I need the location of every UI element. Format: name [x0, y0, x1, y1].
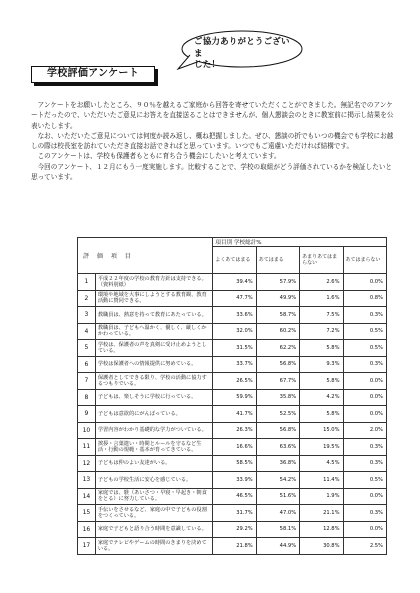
percent-cell: 0.3% [343, 356, 386, 373]
percent-cell: 2.5% [343, 538, 386, 555]
item-text: 環境や地域を大事にしようとする教育観、教育活動に賛同できる。 [95, 290, 212, 307]
percent-cell: 5.8% [300, 373, 343, 390]
percent-cell: 2.0% [343, 422, 386, 439]
item-text: 学校は、保護者の声を真剣に受け止めようとしている。 [95, 340, 212, 357]
speech-bubble-text [194, 37, 294, 72]
percent-cell: 59.9% [213, 389, 256, 406]
speech-bubble [176, 29, 304, 69]
table-row [78, 356, 387, 373]
percent-cell: 0.0% [343, 389, 386, 406]
table-row [78, 406, 387, 423]
paragraph: アンケートをお願いしたところ、９０％を越えるご家庭から回答を寄せていただくことができました。無記名でのアンケートだったので、いただいたご意見にお答えを直接送ることはできませんが、個人懇談会のときに教室前に掲示し結果を公表いたします。 [31, 101, 394, 130]
item-number: 2 [78, 290, 96, 307]
percent-cell: 21.1% [300, 505, 343, 522]
percent-cell: 49.9% [256, 290, 299, 307]
paragraph: 今回のアンケート、１２月にもう一度実施します。比較することで、学校の取組がどう評価されているかを検証したいと思っています。 [31, 162, 393, 182]
percent-cell: 1.9% [300, 488, 343, 505]
percent-cell: 33.6% [213, 307, 256, 324]
survey-results-table [77, 237, 387, 555]
percent-cell: 4.2% [300, 389, 343, 406]
table-row [78, 323, 387, 340]
percent-cell: 0.0% [343, 521, 386, 538]
intro-text [31, 100, 395, 182]
table-row [78, 307, 387, 324]
percent-cell: 1.6% [300, 290, 343, 307]
item-text: 子どもは仲のよい友達がいる。 [95, 455, 212, 472]
percent-cell: 0.5% [343, 472, 386, 489]
percent-cell: 58.1% [256, 521, 299, 538]
percent-cell: 60.2% [256, 323, 299, 340]
percent-cell: 5.8% [300, 406, 343, 423]
table-row [78, 472, 387, 489]
percent-cell: 56.8% [256, 422, 299, 439]
percent-cell: 4.5% [300, 455, 343, 472]
percent-cell: 12.8% [300, 521, 343, 538]
percent-cell: 0.0% [343, 488, 386, 505]
item-number: 12 [78, 455, 96, 472]
item-text: 子どもは意欲的にがんばっている。 [95, 406, 212, 423]
percent-cell: 21.8% [213, 538, 256, 555]
table-row [78, 521, 387, 538]
percent-cell: 46.5% [213, 488, 256, 505]
paragraph: このアンケートは、学校も保護者もともに育ち合う機会にしたいと考えています。 [37, 152, 281, 161]
percent-cell: 31.7% [213, 505, 256, 522]
percent-cell: 58.5% [213, 455, 256, 472]
percent-cell: 41.7% [213, 406, 256, 423]
item-text: 教職員は、子どもへ温かく、優しく、厳しくかかわっている。 [95, 323, 212, 340]
percent-cell: 9.3% [300, 356, 343, 373]
percent-cell: 0.0% [343, 274, 386, 291]
percent-cell: 19.5% [300, 439, 343, 456]
percent-cell: 26.3% [213, 422, 256, 439]
table-row [78, 389, 387, 406]
percent-cell: 0.3% [343, 455, 386, 472]
item-number: 10 [78, 422, 96, 439]
percent-cell: 0.8% [343, 290, 386, 307]
item-number: 14 [78, 488, 96, 505]
item-text: 家庭では、躾（あいさつ・早寝・早起き・朝食をとる）に努力している。 [95, 488, 212, 505]
percent-cell: 62.2% [256, 340, 299, 357]
bubble-line-1: ご協力ありがとうございま [194, 37, 290, 59]
percent-cell: 0.0% [343, 373, 386, 390]
item-text: 家庭でテレビやゲームの時間のきまりを決めている。 [95, 538, 212, 555]
item-number: 8 [78, 389, 96, 406]
item-number: 15 [78, 505, 96, 522]
percent-cell: 31.5% [213, 340, 256, 357]
item-text: 保護者としてできる限り、学校の活動に協力するつもりでいる。 [95, 373, 212, 390]
percent-cell: 44.9% [256, 538, 299, 555]
percent-cell: 35.8% [256, 389, 299, 406]
percent-cell: 33.7% [213, 356, 256, 373]
paragraph: なお、いただいたご意見については何度か読み返し、概ね把握しました。ぜひ、懇談の折でもいつの機会でも学校にお越しの際は校長室を訪れていただき直接お話できればと思っています。いつでもご遠慮いただければ結構です。 [31, 131, 394, 151]
percent-cell: 52.5% [256, 406, 299, 423]
table-row [78, 422, 387, 439]
percent-cell: 0.3% [343, 307, 386, 324]
page-title: 学校評価アンケート [31, 66, 155, 83]
item-number: 4 [78, 323, 96, 340]
percent-cell: 33.9% [213, 472, 256, 489]
item-number: 16 [78, 521, 96, 538]
item-text: 挨拶・言葉遣い・時間とルールを守るなど生活・行動の規範・基本が育ってきている。 [95, 439, 212, 456]
table-row [78, 373, 387, 390]
item-text: 学習内容がわかり基礎的な学力がついている。 [95, 422, 212, 439]
item-text: 家庭で子どもと語り合う時間を意識している。 [95, 521, 212, 538]
percent-cell: 30.8% [300, 538, 343, 555]
table-row [78, 455, 387, 472]
percent-cell: 5.8% [300, 340, 343, 357]
table-row [78, 505, 387, 522]
item-text: 子どもの学校生活に安心を感じている。 [95, 472, 212, 489]
percent-cell: 29.2% [213, 521, 256, 538]
percent-cell: 54.2% [256, 472, 299, 489]
table-row [78, 439, 387, 456]
bubble-line-2: した！ [194, 60, 221, 70]
category-strongly-agree: よくあてはまる [213, 247, 256, 274]
item-number: 1 [78, 274, 96, 291]
item-text: 学校は保護者への情報提供に努めている。 [95, 356, 212, 373]
survey-rows [78, 274, 387, 555]
item-number: 5 [78, 340, 96, 357]
item-text: 手伝いをさせるなど、家庭の中で子どもの役割をつくっている。 [95, 505, 212, 522]
percent-cell: 32.0% [213, 323, 256, 340]
table-row [78, 340, 387, 357]
item-number: 11 [78, 439, 96, 456]
percent-cell: 0.5% [343, 340, 386, 357]
item-text: 平成２２年度の学校の教育方針は支持できる。（資料別紙） [95, 274, 212, 291]
percent-cell: 16.6% [213, 439, 256, 456]
table-row [78, 538, 387, 555]
percent-cell: 7.2% [300, 323, 343, 340]
category-agree: あてはまる [256, 247, 299, 274]
results-header: 項目別 学校総計% [213, 238, 387, 247]
item-number: 13 [78, 472, 96, 489]
percent-cell: 63.6% [256, 439, 299, 456]
percent-cell: 11.4% [300, 472, 343, 489]
percent-cell: 57.9% [256, 274, 299, 291]
category-somewhat-disagree: あまりあてはまらない [300, 247, 343, 274]
percent-cell: 51.6% [256, 488, 299, 505]
percent-cell: 39.4% [213, 274, 256, 291]
percent-cell: 15.0% [300, 422, 343, 439]
percent-cell: 0.3% [343, 439, 386, 456]
percent-cell: 26.5% [213, 373, 256, 390]
percent-cell: 36.8% [256, 455, 299, 472]
percent-cell: 58.7% [256, 307, 299, 324]
percent-cell: 2.6% [300, 274, 343, 291]
item-number: 9 [78, 406, 96, 423]
item-number: 17 [78, 538, 96, 555]
table-row [78, 274, 387, 291]
item-number: 6 [78, 356, 96, 373]
percent-cell: 7.5% [300, 307, 343, 324]
percent-cell: 47.0% [256, 505, 299, 522]
item-number: 3 [78, 307, 96, 324]
item-number: 7 [78, 373, 96, 390]
percent-cell: 67.7% [256, 373, 299, 390]
percent-cell: 0.0% [343, 406, 386, 423]
percent-cell: 0.5% [343, 323, 386, 340]
category-disagree: あてはまらない [343, 247, 386, 274]
item-text: 子どもは、楽しそうに学校に行っている。 [95, 389, 212, 406]
table-row [78, 488, 387, 505]
percent-cell: 0.3% [343, 505, 386, 522]
item-text: 教職員は、熱意を持って教育にあたっている。 [95, 307, 212, 324]
table-row [78, 290, 387, 307]
percent-cell: 56.8% [256, 356, 299, 373]
item-header: 評 価 項 目 [78, 238, 213, 274]
percent-cell: 47.7% [213, 290, 256, 307]
